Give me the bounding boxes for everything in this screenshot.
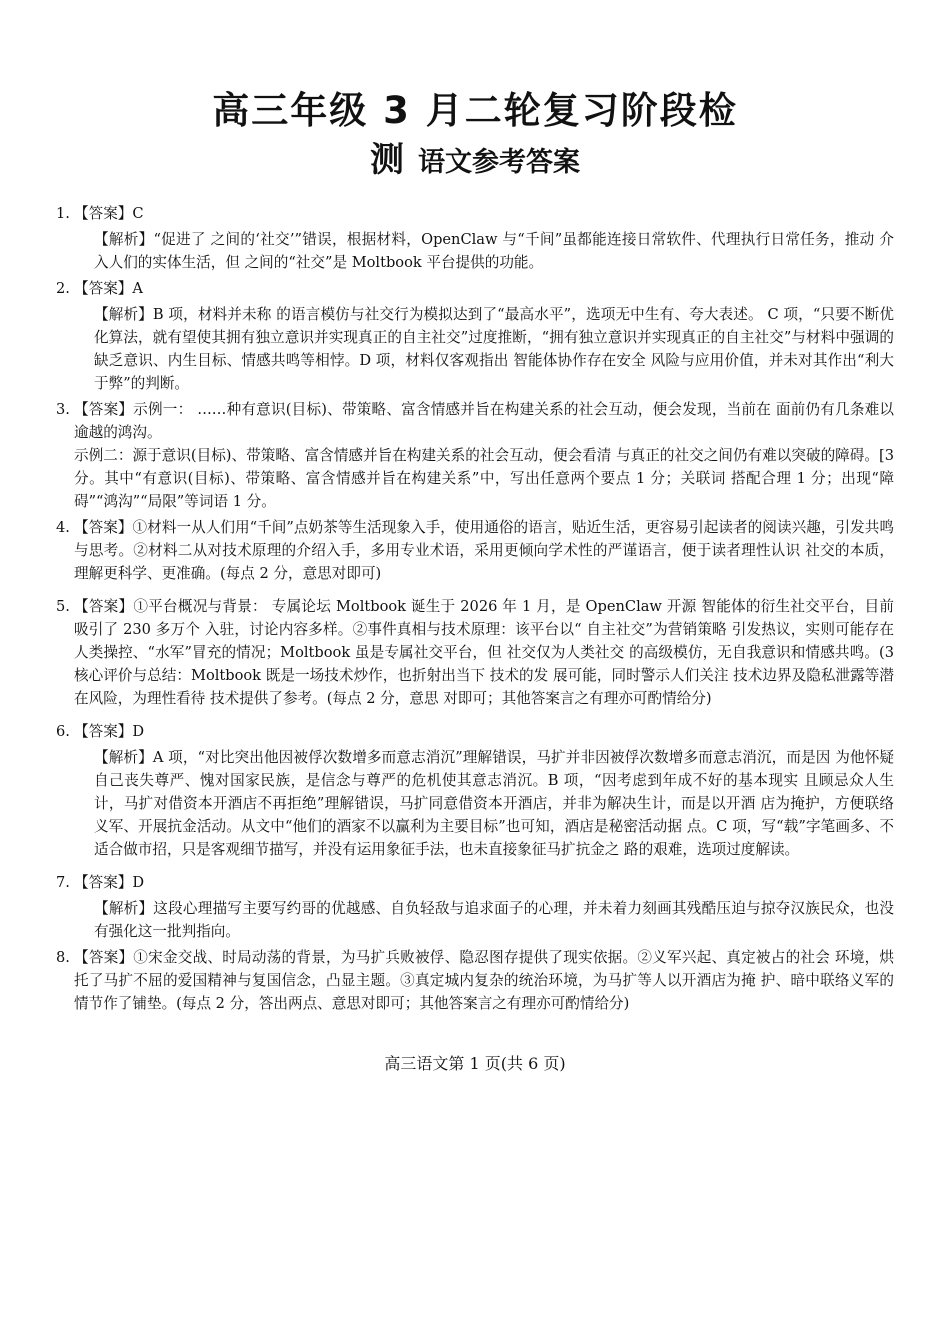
item-number: 2. bbox=[56, 280, 70, 297]
item-number: 5. bbox=[56, 598, 70, 615]
answer-text: 【答案】①宋金交战、时局动荡的背景，为马扩兵败被俘、隐忍图存提供了现实依据。②义军兴起、真定被占的社会 环境，烘托了马扩不屈的爱国精神与复国信念，凸显主题。③真定城内复杂的统治环境，为马扩等人以开酒店为掩 护、暗中联络义军的情节作了铺垫。(每点 2 分，答出两点、意思对即可；其他答案言之有理亦可酌情给分) bbox=[74, 949, 894, 1012]
analysis-text: 【解析】A 项，“对比突出他因被俘次数增多而意志消沉”理解错误，马扩并非因被俘次数增多而意志消沉，而是因 为他怀疑自己丧失尊严、愧对国家民族，是信念与尊严的危机使其意志消沉。B 项，“因考虑到年成不好的基本现实 且顾忌众人生计，马扩对借资本开酒店不再拒绝”理解错误，马扩同意借资本开酒店，并非为解决生计，而是以开酒 店为掩护，方便联络义军、开展抗金活动。从文中“他们的酒家不以赢利为主要目标”也可知，酒店是秘密活动据 点。C 项，写“载”字笔画多、不适合做市招，只是客观细节描写，并没有运用象征手法，也未直接象征马扩抗金之 路的艰难，选项过度解读。 bbox=[94, 749, 894, 858]
answer-item-3 bbox=[56, 398, 894, 513]
analysis-text: 示例二：源于意识(目标)、带策略、富含情感并旨在构建关系的社会互动，便会看清 与真正的社交之间仍有难以突破的障碍。[3 分。其中“有意识(目标)、带策略、富含情感并旨在构建关系”中，写出任意两个要点 1 分；关联词 搭配合理 1 分；出现“障碍”“鸿沟”“局限”等词语 1 分。 bbox=[74, 447, 894, 510]
answer-text: 【答案】D bbox=[74, 874, 145, 891]
item-number: 6. bbox=[56, 723, 70, 740]
answer-item-8 bbox=[56, 946, 894, 1015]
answer-text: 【答案】①平台概况与背景： 专属论坛 Moltbook 诞生于 2026 年 1 月，是 OpenClaw 开源 智能体的衍生社交平台，目前吸引了 230 多万个 入驻，讨论内容多样。②事件真相与技术原理：该平台以“ 自主社交”为营销策略 引发热议，实则可能存在人类操控、“水军”冒充的情况；Moltbook 虽是专属社交平台，但 社交仅为人类社交 的高级模仿，无自我意识和情感共鸣。(3 核心评价与总结：Moltbook 既是一场技术炒作，也折射出当下 技术的发 展可能，同时警示人们关注 技术边界及隐私泄露等潜在风险，为理性看待 技术提供了参考。(每点 2 分，意思 对即可；其他答案言之有理亦可酌情给分) bbox=[74, 598, 894, 707]
item-number: 1. bbox=[56, 205, 70, 222]
analysis-text: 【解析】B 项，材料并未称 的语言模仿与社交行为模拟达到了“最高水平”，选项无中生有、夸大表述。 C 项，“只要不断优化算法，就有望使其拥有独立意识并实现真正的自主社交”过度推断，“拥有独立意识并实现真正的自主社交”与材料中强调的 缺乏意识、内生目标、情感共鸣等相悖。D 项，材料仅客观指出 智能体协作存在安全 风险与应用价值，并未对其作出“利大于弊”的判断。 bbox=[94, 306, 894, 392]
answer-text: 【答案】示例一： ……种有意识(目标)、带策略、富含情感并旨在构建关系的社会互动，便会发现，当前在 面前仍有几条难以逾越的鸿沟。 bbox=[74, 401, 894, 441]
page-title: 高三年级 3 月二轮复习阶段检 bbox=[212, 89, 738, 132]
answer-item-2 bbox=[56, 277, 894, 395]
answer-item-4 bbox=[56, 516, 894, 585]
answer-item-6 bbox=[56, 720, 894, 861]
answer-text: 【答案】C bbox=[74, 205, 144, 222]
answer-list bbox=[56, 202, 894, 1015]
item-number: 4. bbox=[56, 519, 70, 536]
page-title-continued bbox=[0, 132, 950, 181]
answer-item-7 bbox=[56, 871, 894, 943]
analysis-text: 【解析】这段心理描写主要写约哥的优越感、自负轻敌与追求面子的心理，并未着力刻画其残酷压迫与掠夺汉族民众，也没有强化这一批判指向。 bbox=[94, 900, 894, 940]
item-number: 7. bbox=[56, 874, 70, 891]
analysis-text: 【解析】“促进了 之间的‘社交’”错误，根据材料，OpenClaw 与“千间”虽都能连接日常软件、代理执行日常任务，推动 介入人们的实体生活，但 之间的“社交”是 Moltbook 平台提供的功能。 bbox=[94, 231, 894, 271]
page-footer: 高三语文第 1 页(共 6 页) bbox=[384, 1054, 566, 1073]
answer-item-5 bbox=[56, 595, 894, 710]
answer-text: 【答案】A bbox=[74, 280, 143, 297]
answer-text: 【答案】D bbox=[74, 723, 145, 740]
page-subtitle: 语文参考答案 bbox=[418, 147, 580, 178]
item-number: 3. bbox=[56, 401, 70, 418]
item-number: 8. bbox=[56, 949, 70, 966]
title-line2: 测 bbox=[370, 140, 404, 180]
answer-item-1 bbox=[56, 202, 894, 274]
answer-text: 【答案】①材料一从人们用“千间”点奶茶等生活现象入手，使用通俗的语言，贴近生活，更容易引起读者的阅读兴趣，引发共鸣与思考。②材料二从对技术原理的介绍入手，多用专业术语，采用更倾向学术性的严谨语言，便于读者理性认识 社交的本质，理解更科学、更准确。(每点 2 分，意思对即可) bbox=[74, 519, 894, 582]
